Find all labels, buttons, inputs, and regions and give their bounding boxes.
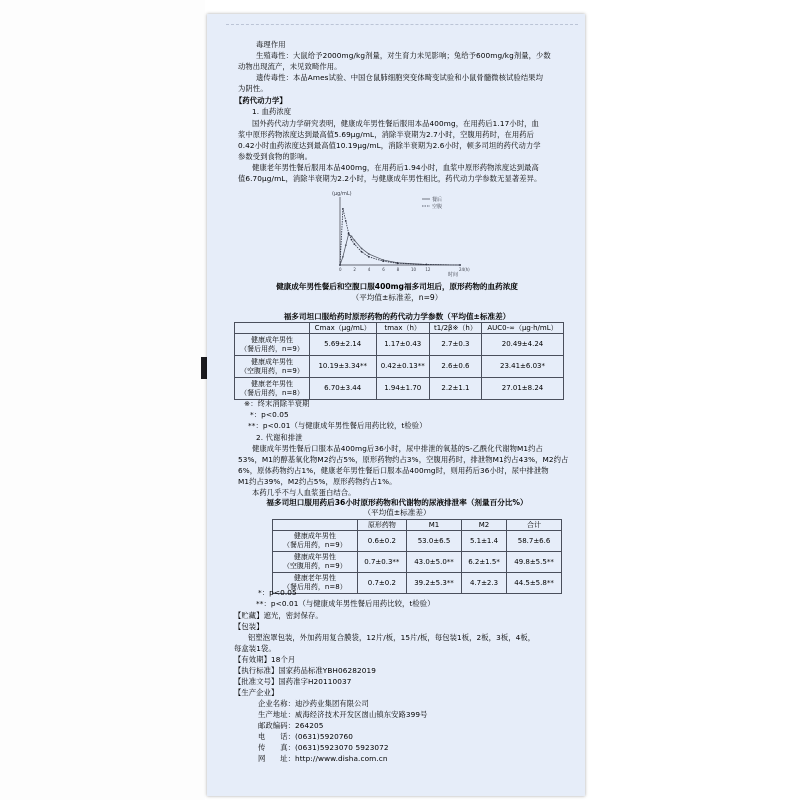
- table-row-label: 健康成年男性 （空腹用药，n=9）: [235, 356, 310, 378]
- x-tick-label: 8: [396, 267, 400, 272]
- table-row-label: 健康成年男性 （空腹用药，n=9）: [273, 552, 358, 573]
- x-tick-label: 10: [411, 267, 417, 272]
- package-line: 每盒装1袋。: [234, 644, 276, 653]
- data-point: [351, 239, 353, 241]
- table-cell: 49.8±5.5**: [507, 552, 562, 573]
- x-tick-label: 2: [353, 267, 356, 272]
- x-tick-label: 4: [367, 267, 371, 272]
- data-point: [351, 236, 353, 238]
- table-header-cell: [235, 323, 310, 334]
- paragraph-line: 健康老年男性餐后服用本品400mg，在用药后1.94小时，血浆中原形药物浓度达到最高: [252, 163, 539, 172]
- table-row-label: 健康老年男性 （餐后用药，n=8）: [235, 378, 310, 400]
- table-cell: 0.7±0.3**: [357, 552, 406, 573]
- table-header-cell: AUC0-∞（μg·h/mL）: [481, 323, 563, 334]
- table-cell: 23.41±6.03*: [481, 356, 563, 378]
- data-point: [348, 232, 350, 234]
- paragraph-line: 本药几乎不与人血浆蛋白结合。: [252, 488, 356, 497]
- table-row: [235, 356, 564, 378]
- company-line: 网 址：http://www.disha.com.cn: [258, 754, 388, 763]
- table-header-cell: 原形药物: [357, 520, 406, 531]
- table-row-label: 健康成年男性 （餐后用药，n=9）: [235, 334, 310, 356]
- table-cell: 27.01±8.24: [481, 378, 563, 400]
- table-cell: 44.5±5.8**: [507, 573, 562, 594]
- paragraph-line: 值6.70μg/mL，消除半衰期为2.2小时，与健康成年男性相比，药代动力学参数无显著差异。: [238, 174, 542, 183]
- data-point: [342, 256, 344, 258]
- company-line: 生产地址：威海经济技术开发区崮山镇东安路399号: [258, 710, 428, 719]
- data-point: [459, 264, 461, 266]
- paragraph-line: 健康成年男性餐后口服本品400mg后36小时，尿中排泄的氧基的S-乙酰化代谢物M1约占: [252, 444, 543, 453]
- table-cell: 2.2±1.1: [429, 378, 481, 400]
- table-row: [273, 531, 562, 552]
- table-cell: 2.6±0.6: [429, 356, 481, 378]
- header-line: 为阴性。: [238, 84, 268, 93]
- table2-subcaption: （平均值±标准差）: [363, 508, 431, 517]
- table-row-label: 健康老年男性 （餐后用药，n=8）: [273, 573, 358, 594]
- section-subtitle: 1. 血药浓度: [252, 107, 292, 116]
- x-tick-label: 6: [382, 267, 385, 272]
- table-cell: 39.2±5.3**: [407, 573, 462, 594]
- table-note: ※：终末消除半衰期: [244, 399, 310, 408]
- x-tick-label: 0: [339, 267, 342, 272]
- chart-legend: [422, 196, 442, 210]
- table-row: [273, 552, 562, 573]
- x-tick-label: 24(h): [459, 267, 470, 272]
- y-axis-label: (μg/mL): [332, 191, 352, 197]
- table-cell: 6.70±3.44: [309, 378, 376, 400]
- table-cell: 2.7±0.3: [429, 334, 481, 356]
- table-cell: 1.17±0.43: [376, 334, 429, 356]
- series-line-fed: [340, 234, 460, 265]
- legend-label-fed: 餐后: [432, 197, 443, 203]
- data-point: [368, 256, 370, 258]
- table-note: **：p<0.01（与健康成年男性餐后用药比较，t检验）: [248, 421, 427, 430]
- table-note: **：p<0.01（与健康成年男性餐后用药比较，t检验）: [256, 599, 435, 608]
- section-title: 【药代动力学】: [235, 96, 287, 105]
- table-row: [273, 573, 562, 594]
- table-note: *：p<0.05: [250, 410, 289, 419]
- table-note: *：p<0.05: [258, 588, 297, 597]
- table-cell: 0.7±0.2: [357, 573, 406, 594]
- table-cell: 4.7±2.3: [461, 573, 506, 594]
- paragraph-line: 国外药代动力学研究表明，健康成年男性餐后服用本品400mg，在用药后1.17小时，血: [252, 119, 539, 128]
- table-row: [235, 334, 564, 356]
- header-line: 动物出现流产，未见致畸作用。: [238, 62, 342, 71]
- data-point: [345, 244, 347, 246]
- paragraph-line: 6%，原体药物约占1%，健康老年男性餐后口服本品400mg时，则用药后36小时，尿中排泄物: [238, 466, 549, 475]
- data-point: [397, 262, 399, 264]
- storage-line: 【贮藏】遮光，密封保存。: [234, 611, 323, 620]
- table-cell: 1.94±1.70: [376, 378, 429, 400]
- table-header-cell: [273, 520, 358, 531]
- table-cell: 58.7±6.6: [507, 531, 562, 552]
- x-axis-label: 时间: [448, 272, 459, 277]
- header-line: 生殖毒性：大鼠给予2000mg/kg剂量，对生育力未见影响；兔给予600mg/kg剂量，少数: [256, 51, 551, 60]
- table-cell: 0.42±0.13**: [376, 356, 429, 378]
- table-cell: 10.19±3.34**: [309, 356, 376, 378]
- package-title: 【包装】: [234, 622, 264, 631]
- validity-line: 【有效期】18个月: [234, 655, 296, 664]
- data-point: [361, 248, 363, 250]
- paragraph-line: 浆中原形药物浓度达到最高值5.69μg/mL，消除半衰期为2.7小时，空腹用药时，在用药后: [238, 130, 535, 139]
- pk-parameters-table: [234, 322, 564, 400]
- top-fold-line: [226, 14, 578, 25]
- data-point: [361, 251, 363, 253]
- paragraph-line: 参数受到食物的影响。: [238, 152, 312, 161]
- x-tick-label: 12: [425, 267, 431, 272]
- paragraph-line: M1约占39%，M2约占5%，原形药物约占1%。: [238, 477, 397, 486]
- company-line: 传 真：(0631)5923070 5923072: [258, 743, 389, 752]
- paragraph-line: 0.42小时血药浓度达到最高值10.19μg/mL，消除半衰期为2.6小时，顿多司坦的药代动力学: [238, 141, 541, 150]
- table2-caption: 福多司坦口服用药后36小时原形药物和代谢物的尿液排泄率（剂量百分比%）: [266, 498, 528, 507]
- table-header-cell: M2: [461, 520, 506, 531]
- table-row: [235, 378, 564, 400]
- paragraph-line: 53%，M1的醇基氧化物M2约占5%，原形药物约占3%，空腹用药时，排泄物M1约占43%，M2约占: [238, 455, 569, 464]
- company-line: 电 话：(0631)5920760: [258, 732, 354, 741]
- data-point: [382, 260, 384, 262]
- table-cell: 5.1±1.4: [461, 531, 506, 552]
- table-header-cell: M1: [407, 520, 462, 531]
- company-line: 企业名称：迪沙药业集团有限公司: [258, 699, 369, 708]
- data-point: [354, 239, 356, 241]
- background-left: [0, 0, 205, 800]
- table-header-cell: 合计: [507, 520, 562, 531]
- data-point: [345, 220, 347, 222]
- table-header-cell: tmax（h）: [376, 323, 429, 334]
- data-point: [342, 208, 344, 210]
- table-cell: 5.69±2.14: [309, 334, 376, 356]
- table-cell: 43.0±5.0**: [407, 552, 462, 573]
- table-cell: 20.49±4.24: [481, 334, 563, 356]
- concentration-time-chart: [330, 187, 472, 277]
- chart-title: 健康成年男性餐后和空腹口服400mg福多司坦后，原形药物的血药浓度: [276, 282, 518, 291]
- data-point: [354, 243, 356, 245]
- table-cell: 53.0±6.5: [407, 531, 462, 552]
- series-line-fasted: [340, 209, 460, 265]
- approval-line: 【批准文号】国药准字H20110037: [234, 677, 352, 686]
- chart-subtitle: （平均值±标准差，n=9）: [351, 293, 443, 302]
- header-line: 毒理作用: [256, 40, 286, 49]
- data-point: [339, 264, 341, 266]
- maker-title: 【生产企业】: [234, 688, 279, 697]
- data-point: [368, 253, 370, 255]
- table-cell: 6.2±1.5*: [461, 552, 506, 573]
- table-row-label: 健康成年男性 （餐后用药，n=9）: [273, 531, 358, 552]
- section-subtitle: 2. 代谢和排泄: [256, 433, 303, 442]
- standard-line: 【执行标准】国家药品标准YBH06282019: [234, 666, 376, 675]
- data-point: [426, 264, 428, 266]
- table-header-cell: t1/2β※（h）: [429, 323, 481, 334]
- table1-caption: 福多司坦口服给药时原形药物的药代动力学参数（平均值±标准差）: [283, 312, 511, 321]
- legend-label-fasted: 空腹: [432, 204, 443, 210]
- table-header-cell: Cmax（μg/mL）: [309, 323, 376, 334]
- excretion-table: [272, 519, 562, 594]
- table-cell: 0.6±0.2: [357, 531, 406, 552]
- header-line: 遗传毒性：本品Ames试验、中国仓鼠肺细胞突变体畸变试验和小鼠骨髓微核试验结果均: [256, 73, 544, 82]
- company-line: 邮政编码：264205: [258, 721, 324, 730]
- package-line: 铝塑泡罩包装，外加药用复合膜袋，12片/板，15片/板，每包装1板，2板，3板，4板，: [248, 633, 536, 642]
